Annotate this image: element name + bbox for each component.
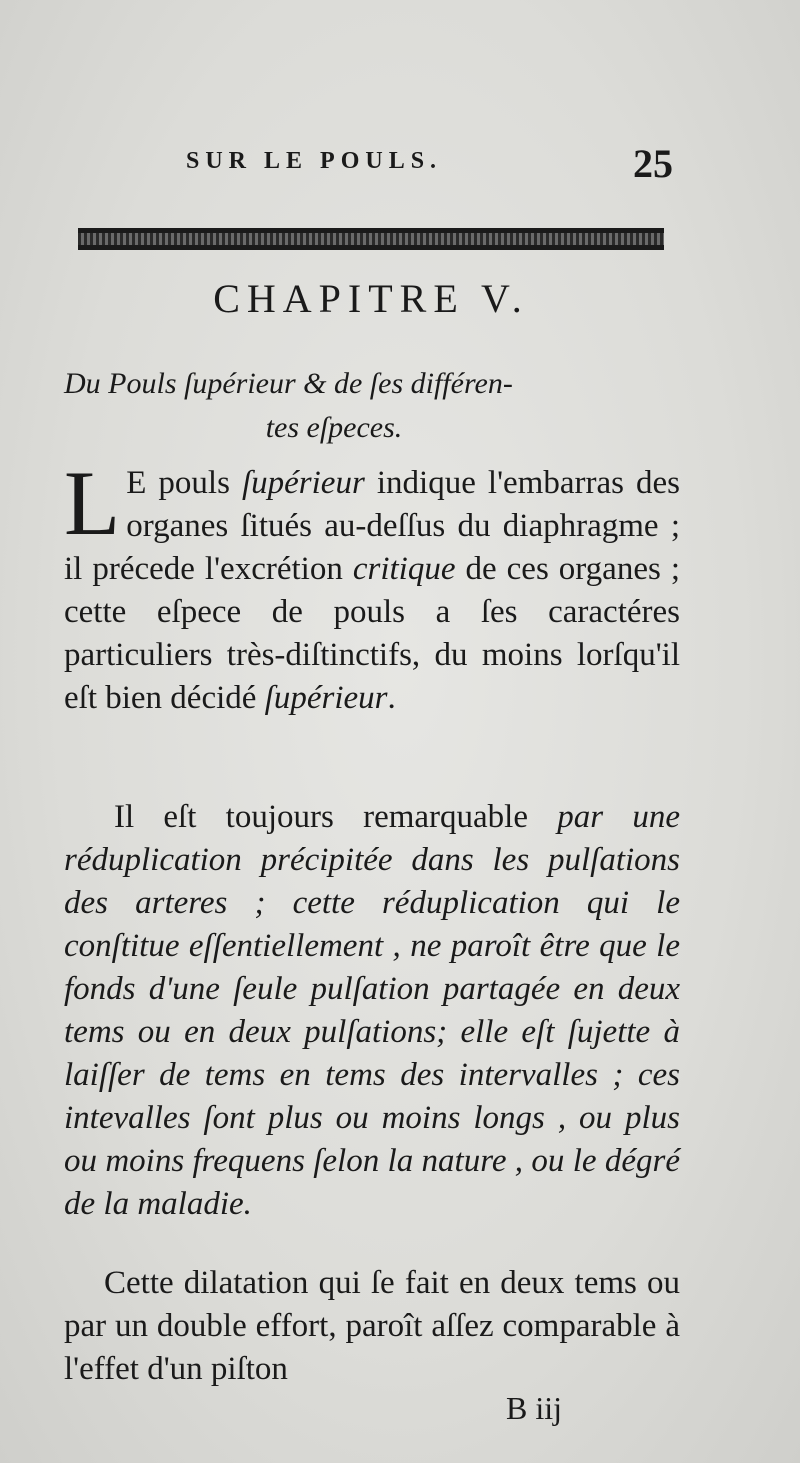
p1-italic-1: ſupérieur bbox=[241, 465, 365, 501]
ornamental-rule bbox=[78, 228, 664, 250]
chapter-subtitle bbox=[64, 362, 684, 450]
paragraph-2 bbox=[64, 796, 680, 1226]
p1-italic-3: ſupérieur bbox=[264, 680, 388, 716]
paragraph-3: Cette dilatation qui ſe fait en deux tems ou par un double effort, paroît aſſez comparable à l'effet d'un piſton bbox=[64, 1265, 680, 1387]
chapter-title: CHAPITRE V. bbox=[213, 276, 529, 321]
page-number: 25 bbox=[633, 141, 673, 186]
p1-text-1: E pouls bbox=[126, 465, 242, 501]
signature-mark: B iij bbox=[506, 1390, 563, 1426]
subtitle-line-2: tes eſpeces. bbox=[265, 411, 403, 444]
p2-text-1: Il eſt toujours remarquable bbox=[114, 799, 558, 835]
subtitle-line-1: Du Pouls ſupérieur & de ſes différen- bbox=[64, 367, 513, 400]
p1-italic-2: critique bbox=[352, 551, 456, 587]
drop-cap: L bbox=[64, 452, 121, 554]
p2-italic-1: par une réduplication précipitée dans les pulſations des arteres ; cette réduplication qui le conſtitue eſſentiellement , ne paroît être que le fonds d'une ſeule pulſation partagée en deux tems ou en deux pulſations; elle eſt ſujette à laiſſer de tems en tems des intervalles ; ces intevalles ſont plus ou moins longs , ou plus ou moins frequens ſelon la nature , ou le dégré de la maladie. bbox=[64, 799, 680, 1222]
p1-text-2: indique l'embarras des organes ſitués au-deſſus du diaphragme ; il précede l'excrétion bbox=[64, 465, 680, 587]
running-head: SUR LE POULS. bbox=[186, 148, 443, 174]
p1-text-4: . bbox=[387, 680, 396, 716]
p1-text-3: de ces organes ; cette eſpece de pouls a ſes caractéres particuliers très-diſtinctifs, du moins lorſqu'il eſt bien décidé bbox=[64, 551, 681, 716]
paragraph-1 bbox=[64, 452, 681, 720]
